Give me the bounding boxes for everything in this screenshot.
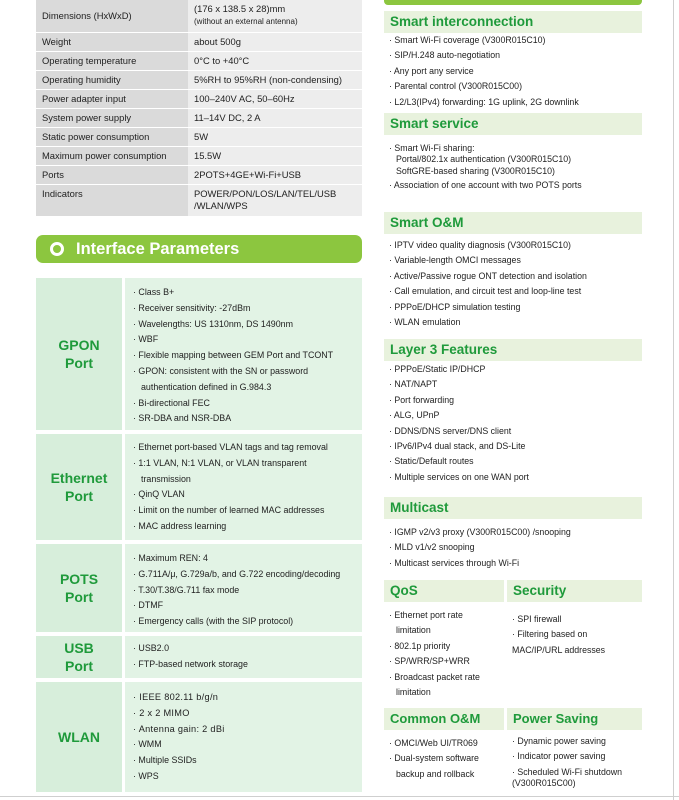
list-item: · PPPoE/Static IP/DHCP	[389, 364, 486, 374]
list-item: backup and rollback	[396, 768, 475, 779]
spec-key: Maximum power consumption	[36, 146, 188, 165]
security-list	[507, 612, 642, 658]
list-item: · WBF	[133, 334, 159, 345]
spec-key: Operating temperature	[36, 51, 188, 70]
qos-heading: QoS	[384, 580, 504, 602]
table-row	[36, 51, 362, 70]
list-item: · Indicator power saving	[512, 751, 606, 762]
list-item: · DDNS/DNS server/DNS client	[389, 425, 512, 436]
list-item: · Call emulation, and circuit test and loop-line test	[389, 286, 582, 297]
usb-port-label	[36, 636, 122, 678]
spec-key: Static power consumption	[36, 127, 188, 146]
list-item: · Smart Wi-Fi coverage (V300R015C10)	[389, 35, 546, 45]
spec-value: 100–240V AC, 50–60Hz	[188, 89, 362, 108]
list-item: · OMCI/Web UI/TR069	[389, 738, 478, 748]
table-row	[36, 108, 362, 127]
label-text	[64, 639, 94, 675]
multicast-list	[384, 525, 642, 571]
gpon-port-block	[36, 278, 362, 430]
list-item: · Wavelengths: US 1310nm, DS 1490nm	[133, 318, 293, 329]
smart-service-list	[384, 141, 642, 194]
common-om-list	[384, 736, 504, 782]
list-item: · Dynamic power saving	[512, 736, 606, 746]
list-item: · Multicast services through Wi-Fi	[389, 557, 520, 568]
list-item: · WLAN emulation	[389, 317, 461, 328]
list-item: · FTP-based network storage	[133, 658, 248, 669]
smart-interconnection-heading: Smart interconnection	[384, 11, 642, 33]
label-line: Port	[64, 488, 93, 504]
list-item: · 802.1p priority	[389, 640, 451, 651]
list-item: · IPTV video quality diagnosis (V300R015C10)	[389, 240, 571, 250]
spec-value: 5%RH to 95%RH (non-condensing)	[188, 70, 362, 89]
layer3-features-list	[384, 362, 642, 485]
spec-key: Operating humidity	[36, 70, 188, 89]
spec-key: Dimensions (HxWxD)	[36, 0, 188, 32]
list-item: · Multiple SSIDs	[133, 755, 197, 766]
spec-value: 2POTS+4GE+Wi-Fi+USB	[188, 165, 362, 184]
spec-value: 11–14V DC, 2 A	[188, 108, 362, 127]
spec-value	[188, 0, 362, 32]
list-item: · IPv6/IPv4 dual stack, and DS-Lite	[389, 441, 526, 452]
list-item: · SR-DBA and NSR-DBA	[133, 413, 232, 424]
security-heading: Security	[507, 580, 642, 602]
list-item: · QinQ VLAN	[133, 489, 185, 500]
label-line: USB	[64, 640, 94, 656]
label-text	[58, 336, 99, 372]
list-item: · USB2.0	[133, 643, 170, 653]
spec-value: 5W	[188, 127, 362, 146]
table-row	[36, 70, 362, 89]
ethernet-features	[125, 434, 362, 540]
page-edge-line	[673, 0, 674, 800]
gpon-port-label	[36, 278, 122, 430]
top-accent-bar	[384, 0, 642, 5]
smart-service-heading: Smart service	[384, 113, 642, 135]
left-column	[36, 0, 362, 217]
list-item: authentication defined in G.984.3	[141, 381, 272, 392]
spec-key: Weight	[36, 32, 188, 51]
list-item: limitation	[396, 687, 431, 698]
list-item: · SIP/H.248 auto-negotiation	[389, 50, 501, 61]
spec-value-line: /WLAN/WPS	[194, 200, 248, 211]
list-item: · MLD v1/v2 snooping	[389, 542, 475, 553]
spec-value: about 500g	[188, 32, 362, 51]
ethernet-port-block	[36, 434, 362, 540]
table-row	[36, 184, 362, 216]
list-item: · SPI firewall	[512, 614, 562, 624]
spec-key: Ports	[36, 165, 188, 184]
list-item: Portal/802.1x authentication (V300R015C10)	[396, 154, 572, 165]
list-item: MAC/IP/URL addresses	[512, 644, 606, 655]
ethernet-port-label	[36, 434, 122, 540]
section-title: Interface Parameters	[76, 240, 240, 258]
power-saving-heading: Power Saving	[507, 708, 642, 730]
spec-table	[36, 0, 362, 217]
layer3-features-heading: Layer 3 Features	[384, 339, 642, 361]
qos-list	[384, 608, 504, 700]
list-item: · ALG, UPnP	[389, 410, 440, 421]
list-item: · IEEE 802.11 b/g/n	[133, 692, 219, 702]
list-item: · Scheduled Wi-Fi shutdown	[512, 766, 623, 777]
list-item: · 1:1 VLAN, N:1 VLAN, or VLAN transparent	[133, 457, 307, 468]
spec-key: Indicators	[36, 184, 188, 216]
list-item: · Static/Default routes	[389, 456, 474, 467]
list-item: · Active/Passive rogue ONT detection and isolation	[389, 270, 587, 281]
multicast-heading: Multicast	[384, 497, 642, 519]
spec-value: 15.5W	[188, 146, 362, 165]
list-item: (V300R015C00)	[512, 778, 576, 789]
list-item: · Flexible mapping between GEM Port and TCONT	[133, 350, 334, 361]
list-item: · PPPoE/DHCP simulation testing	[389, 301, 521, 312]
list-item: · WMM	[133, 739, 162, 750]
list-item: · DTMF	[133, 600, 164, 611]
list-item: · Port forwarding	[389, 394, 455, 405]
table-row	[36, 165, 362, 184]
spec-value-line: (176 x 138.5 x 28)mm	[194, 3, 286, 15]
label-line: Port	[65, 589, 93, 605]
table-row	[36, 32, 362, 51]
label-line: Port	[64, 355, 93, 371]
list-item: · GPON: consistent with the SN or password	[133, 365, 309, 376]
list-item: · Variable-length OMCI messages	[389, 255, 521, 266]
wlan-label: WLAN	[36, 682, 122, 792]
pots-port-block	[36, 544, 362, 632]
list-item: · Ethernet port rate	[389, 610, 463, 620]
list-item: · Maximum REN: 4	[133, 553, 208, 563]
gpon-features	[125, 278, 362, 430]
spec-value	[188, 184, 362, 216]
label-line: POTS	[59, 571, 99, 587]
spec-value: 0°C to +40°C	[188, 51, 362, 70]
pots-features	[125, 544, 362, 632]
wlan-features	[125, 682, 362, 792]
list-item: · Emergency calls (with the SIP protocol)	[133, 616, 294, 627]
list-item: · WPS	[133, 770, 159, 781]
list-item: · Ethernet port-based VLAN tags and tag removal	[133, 442, 328, 452]
interface-parameters-header	[36, 235, 362, 263]
label-line: Port	[65, 658, 93, 674]
smart-om-heading: Smart O&M	[384, 212, 642, 234]
label-text	[60, 570, 98, 606]
usb-port-block	[36, 636, 362, 678]
table-row	[36, 89, 362, 108]
list-item: · Filtering based on	[512, 629, 588, 640]
common-om-heading: Common O&M	[384, 708, 504, 730]
list-item: · Antenna gain: 2 dBi	[133, 723, 225, 734]
list-item: · Limit on the number of learned MAC addresses	[133, 505, 325, 516]
list-item: · Smart Wi-Fi sharing:	[389, 143, 475, 153]
list-item: · Multiple services on one WAN port	[389, 471, 529, 482]
spec-key: System power supply	[36, 108, 188, 127]
spec-value-note: (without an external antenna)	[194, 17, 298, 27]
list-item: · Bi-directional FEC	[133, 397, 210, 408]
list-item: SoftGRE-based sharing (V300R015C10)	[396, 165, 555, 176]
list-item: · Association of one account with two POTS ports	[389, 180, 582, 191]
table-row	[36, 127, 362, 146]
page-bottom-line	[0, 796, 679, 797]
list-item: · NAT/NAPT	[389, 379, 438, 390]
usb-features	[125, 636, 362, 678]
list-item: · Any port any service	[389, 65, 474, 76]
list-item: · Receiver sensitivity: -27dBm	[133, 302, 251, 313]
list-item: limitation	[396, 625, 431, 636]
wlan-block	[36, 682, 362, 792]
table-row	[36, 146, 362, 165]
label-line: GPON	[58, 337, 100, 353]
smart-om-list	[384, 238, 642, 330]
list-item: · 2 x 2 MIMO	[133, 707, 190, 718]
list-item: · IGMP v2/v3 proxy (V300R015C00) /snooping	[389, 527, 571, 537]
list-item: · Parental control (V300R015C00)	[389, 81, 523, 92]
spec-value-line: POWER/PON/LOS/LAN/TEL/USB	[194, 188, 337, 199]
power-saving-list	[507, 734, 642, 792]
list-item: · MAC address learning	[133, 520, 227, 531]
pots-port-label	[36, 544, 122, 632]
list-item: transmission	[141, 473, 191, 484]
smart-interconnection-list	[384, 33, 642, 110]
list-item: · Class B+	[133, 287, 175, 297]
spec-key: Power adapter input	[36, 89, 188, 108]
list-item: · Broadcast packet rate	[389, 671, 480, 682]
ring-icon	[50, 242, 64, 256]
list-item: · G.711A/μ, G.729a/b, and G.722 encoding/decoding	[133, 568, 341, 579]
list-item: · SP/WRR/SP+WRR	[389, 656, 470, 667]
label-line: Ethernet	[50, 470, 108, 486]
list-item: · L2/L3(IPv4) forwarding: 1G uplink, 2G downlink	[389, 96, 579, 107]
label-text	[51, 469, 108, 505]
list-item: · Dual-system software	[389, 753, 479, 764]
list-item: · T.30/T.38/G.711 fax mode	[133, 584, 240, 595]
table-row	[36, 0, 362, 32]
